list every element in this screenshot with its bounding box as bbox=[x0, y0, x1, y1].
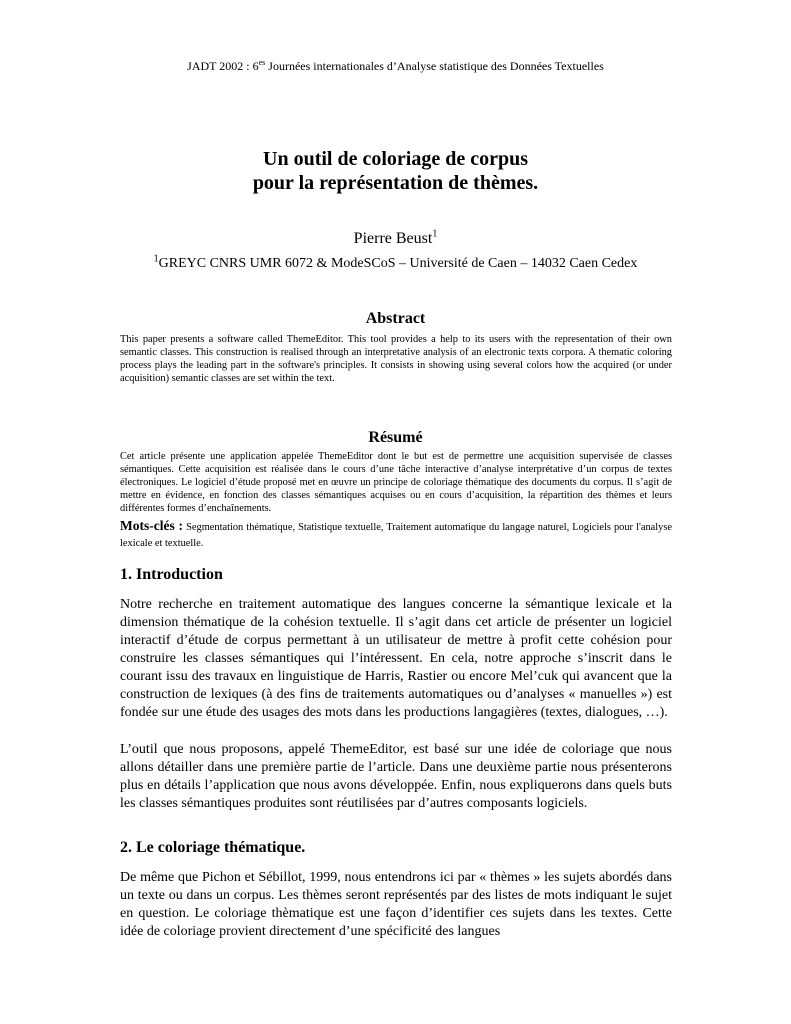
coloriage-paragraph-1: De même que Pichon et Sébillot, 1999, nous entendrons ici par « thèmes » les sujets abordés dans un texte ou dans un corpus. Les thèmes seront représentés par des listes de mots indiquant le sujet en question. Le coloriage thèmatique est une façon d’identifier ces sujets dans les textes. Cette idée de coloriage provient directement d’une spécificité des langues bbox=[120, 870, 672, 939]
affiliation-line bbox=[0, 255, 791, 273]
resume-text: Cet article présente une application appelée ThemeEditor dont le but est de permettre une acquisition supervisée de classes sémantiques. Cette acquisition est réalisée dans le cours d’une tâche interactive d’analyse interprétative d’un corpus de textes électroniques. Le logiciel d’étude proposé met en œuvre un principe de coloriage thématique des documents du corpus. Il s’agit de mettre en évidence, en fonction des classes sémantiques acquises ou en cours d’acquisition, la répartition des thèmes et leurs différentes formes d’enchaînements. bbox=[120, 451, 672, 514]
affiliation-mark: 1 bbox=[153, 253, 159, 265]
affiliation-text: GREYC CNRS UMR 6072 & ModeSCoS – Université de Caen – 14032 Caen Cedex bbox=[158, 256, 638, 271]
author-affiliation-mark: 1 bbox=[432, 228, 438, 240]
keywords-label: Mots-clés : bbox=[120, 518, 184, 533]
intro-paragraph-2: L’outil que nous proposons, appelé ThemeEditor, est basé sur une idée de coloriage que nous allons détailler dans une première partie de l’article. Dans une deuxième partie nous présenterons plus en détails l’application que nous avons développée. Enfin, nous expliquerons dans quels buts les classes sémantiques produites sont réutilisées par d’autres composants logiciels. bbox=[120, 742, 672, 811]
abstract-text: This paper presents a software called ThemeEditor. This tool provides a help to its users with the representation of their own semantic classes. This construction is realised through an interpretative analysis of an electronic texts corpora. A thematic coloring process plays the leading part in the software's principles. It consists in showing using several colors how the acquired (or under acquisition) semantic classes are set within the text. bbox=[120, 334, 672, 384]
paper-title-line-2: pour la représentation de thèmes. bbox=[252, 172, 539, 194]
paper-title bbox=[0, 147, 791, 195]
resume-heading: Résumé bbox=[368, 429, 423, 446]
author-name: Pierre Beust bbox=[353, 230, 433, 247]
keywords-text: Segmentation thématique, Statistique textuelle, Traitement automatique du langage naturel, Logiciels pour l'analyse lexicale et textuelle. bbox=[120, 522, 672, 549]
running-header-suffix: Journées internationales d’Analyse statistique des Données Textuelles bbox=[265, 59, 604, 73]
running-header-prefix: JADT 2002 : 6 bbox=[187, 59, 259, 73]
author-line bbox=[0, 229, 791, 249]
section-heading-introduction: 1. Introduction bbox=[120, 566, 223, 583]
paper-title-line-1: Un outil de coloriage de corpus bbox=[263, 148, 528, 170]
running-header-superscript: es bbox=[258, 58, 266, 67]
intro-paragraph-1: Notre recherche en traitement automatique des langues concerne la sémantique lexicale et la dimension thématique de la cohésion textuelle. Il s’agit dans cet article de présenter un logiciel interactif d’étude de corpus permettant à un utilisateur de mettre à profit cette cohésion pour construire les classes sémantiques qui l’intéressent. En cela, notre approche s’inscrit dans le courant issu des travaux en linguistique de Harris, Rastier ou encore Mel’cuk qui avancent que la construction de lexiques (à des fins de traitements automatiques ou d’analyses « manuelles ») est fondée sur une étude des usages des mots dans les productions langagières (textes, dialogues, …). bbox=[120, 597, 672, 720]
keywords-block bbox=[120, 518, 672, 552]
section-heading-coloriage: 2. Le coloriage thématique. bbox=[120, 839, 306, 856]
abstract-heading: Abstract bbox=[365, 310, 426, 327]
running-header bbox=[0, 58, 791, 74]
